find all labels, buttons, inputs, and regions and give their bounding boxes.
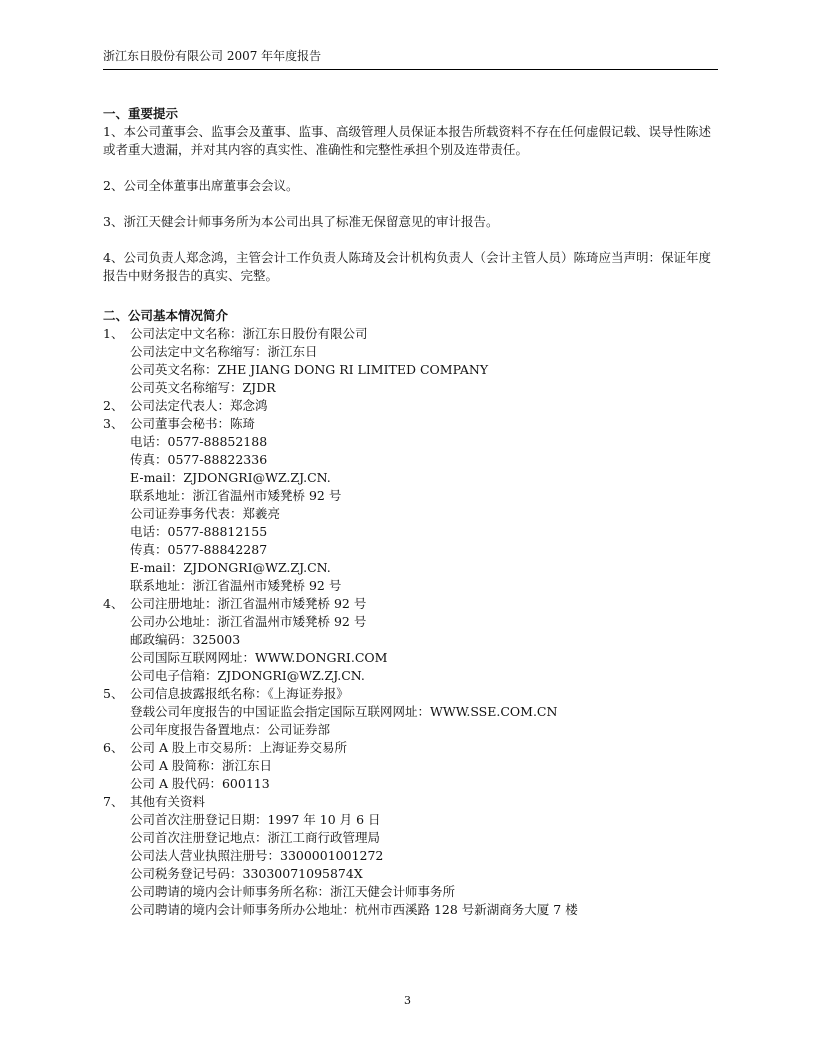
profile-item-line: 公司聘请的境内会计师事务所办公地址：杭州市西溪路 128 号新湖商务大厦 7 楼 (130, 902, 578, 917)
profile-item-number: 3、 (103, 416, 124, 431)
profile-item-line: 公司首次注册登记日期：1997 年 10 月 6 日 (130, 812, 381, 827)
notice-paragraph-4: 4、公司负责人郑念鸿，主管会计工作负责人陈琦及会计机构负责人（会计主管人员）陈琦应当声明：保证年度报告中财务报告的真实、完整。 (103, 250, 711, 283)
profile-item-line: 公司 A 股代码：600113 (130, 776, 270, 791)
page-header (103, 47, 718, 70)
section-title-important-notice: 一、重要提示 (103, 106, 179, 121)
profile-item-number: 2、 (103, 398, 124, 413)
profile-item-line: 电话：0577-88812155 (130, 524, 268, 539)
profile-item-line: 公司法定代表人：郑念鸿 (130, 398, 268, 413)
profile-item (103, 793, 721, 919)
profile-item-line: 其他有关资料 (130, 794, 206, 809)
profile-item-line: 公司办公地址：浙江省温州市矮凳桥 92 号 (130, 614, 367, 629)
profile-item-line: 联系地址：浙江省温州市矮凳桥 92 号 (130, 488, 342, 503)
profile-item-line: 公司董事会秘书：陈琦 (130, 416, 256, 431)
profile-item-line: E-mail：ZJDONGRI@WZ.ZJ.CN. (130, 470, 331, 485)
profile-item-number: 1、 (103, 326, 124, 341)
profile-item-line: 电话：0577-88852188 (130, 434, 268, 449)
profile-item-line: 公司聘请的境内会计师事务所名称：浙江天健会计师事务所 (130, 884, 456, 899)
profile-item-line: 公司法人营业执照注册号：3300001001272 (130, 848, 384, 863)
profile-item-line: 公司信息披露报纸名称：《上海证券报》 (130, 686, 349, 701)
company-profile-list (103, 325, 721, 919)
profile-item-number: 4、 (103, 596, 124, 611)
profile-item-line: 登载公司年度报告的中国证监会指定国际互联网网址：WWW.SSE.COM.CN (130, 704, 558, 719)
profile-item-line: 公司 A 股简称：浙江东日 (130, 758, 272, 773)
profile-item-line: 联系地址：浙江省温州市矮凳桥 92 号 (130, 578, 342, 593)
profile-item-line: 公司法定中文名称缩写：浙江东日 (130, 344, 318, 359)
profile-item-number: 6、 (103, 740, 124, 755)
profile-item-number: 5、 (103, 686, 124, 701)
profile-item (103, 685, 721, 739)
profile-item (103, 397, 721, 415)
document-body (103, 105, 721, 919)
notice-paragraph-3: 3、浙江天健会计师事务所为本公司出具了标准无保留意见的审计报告。 (103, 214, 499, 229)
notice-paragraph-2: 2、公司全体董事出席董事会会议。 (103, 178, 299, 193)
profile-item (103, 415, 721, 595)
profile-item-line: 传真：0577-88822336 (130, 452, 268, 467)
profile-item-line: 公司国际互联网网址：WWW.DONGRI.COM (130, 650, 388, 665)
page-footer (0, 994, 815, 1007)
profile-item-line: 传真：0577-88842287 (130, 542, 268, 557)
profile-item-line: 公司法定中文名称：浙江东日股份有限公司 (130, 326, 368, 341)
profile-item-line: 公司税务登记号码：33030071095874X (130, 866, 363, 881)
profile-item-line: 公司注册地址：浙江省温州市矮凳桥 92 号 (130, 596, 367, 611)
profile-item-line: 公司电子信箱：ZJDONGRI@WZ.ZJ.CN. (130, 668, 365, 683)
profile-item-line: 公司 A 股上市交易所：上海证券交易所 (130, 740, 347, 755)
profile-item-number: 7、 (103, 794, 124, 809)
profile-item-line: 公司英文名称：ZHE JIANG DONG RI LIMITED COMPANY (130, 362, 489, 377)
profile-item-line: 公司首次注册登记地点：浙江工商行政管理局 (130, 830, 381, 845)
header-title: 浙江东日股份有限公司 2007 年年度报告 (103, 49, 322, 63)
profile-item-line: 公司年度报告备置地点：公司证券部 (130, 722, 331, 737)
profile-item-line: 邮政编码：325003 (130, 632, 241, 647)
profile-item-line: 公司英文名称缩写：ZJDR (130, 380, 276, 395)
profile-item (103, 739, 721, 793)
page-number: 3 (404, 994, 411, 1007)
profile-item-line: 公司证券事务代表：郑羲亮 (130, 506, 281, 521)
notice-paragraph-1: 1、本公司董事会、监事会及董事、监事、高级管理人员保证本报告所载资料不存在任何虚假记载、误导性陈述或者重大遗漏，并对其内容的真实性、准确性和完整性承担个别及连带责任。 (103, 124, 711, 157)
profile-item (103, 595, 721, 685)
profile-item-line: E-mail：ZJDONGRI@WZ.ZJ.CN. (130, 560, 331, 575)
profile-item (103, 325, 721, 397)
section-title-company-profile: 二、公司基本情况简介 (103, 308, 229, 323)
